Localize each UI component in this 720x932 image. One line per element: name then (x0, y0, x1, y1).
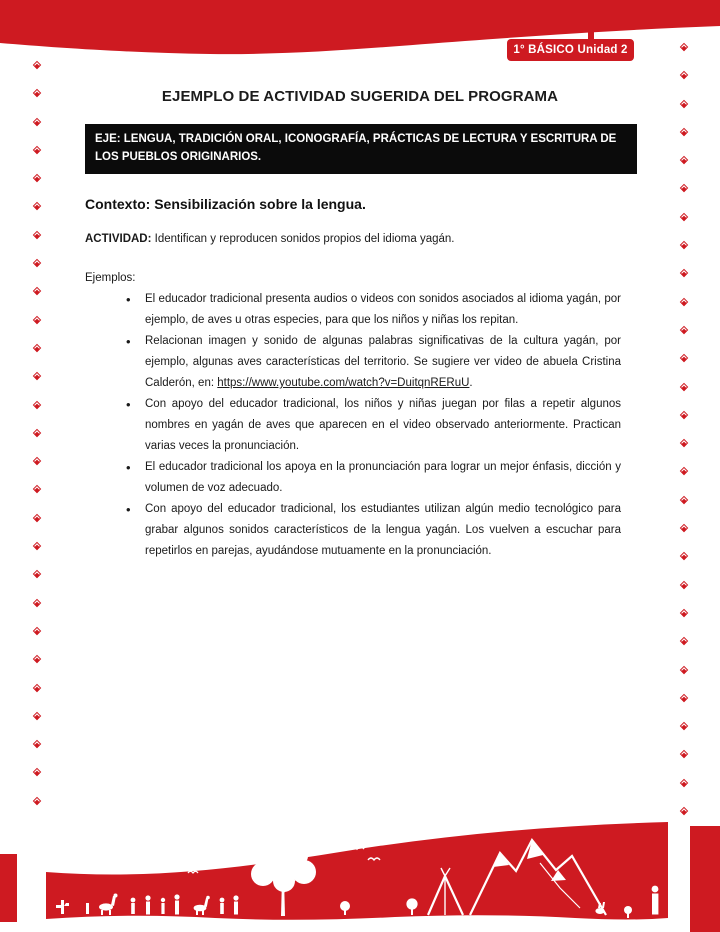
example-bullet: • El educador tradicional presenta audios o videos con sonidos asociados al idioma yagán, por ejemplo, de aves u otras especies, para que los niños y niñas los repitan. (124, 289, 621, 331)
diamond-ornament-icon (680, 609, 688, 617)
example-bullet: • El educador tradicional los apoya en la pronunciación para lograr un mejor énfasis, dicción y volumen de voz adecuado. (124, 457, 621, 499)
diamond-ornament-icon (33, 315, 41, 323)
diamond-ornament-icon (680, 382, 688, 390)
activity-label: ACTIVIDAD: (85, 233, 152, 245)
footer-left-bar (0, 854, 17, 922)
diamond-ornament-icon (680, 213, 688, 221)
footer-landscape-art (0, 818, 720, 932)
footer-right-bar (690, 826, 720, 932)
diamond-ornament-icon (680, 156, 688, 164)
examples-bullet-list (124, 289, 621, 562)
diamond-ornament-icon (680, 694, 688, 702)
diamond-ornament-icon (680, 496, 688, 504)
diamond-ornament-icon (33, 457, 41, 465)
page-title: EJEMPLO DE ACTIVIDAD SUGERIDA DEL PROGRAMA (161, 88, 559, 105)
diamond-ornament-icon (33, 768, 41, 776)
diamond-ornament-icon (33, 627, 41, 635)
diamond-ornament-icon (680, 297, 688, 305)
diamond-ornament-icon (680, 71, 688, 79)
diamond-ornament-icon (680, 439, 688, 447)
diamond-ornament-icon (33, 174, 41, 182)
diamond-ornament-icon (680, 778, 688, 786)
diamond-ornament-icon (33, 287, 41, 295)
diamond-ornament-icon (680, 750, 688, 758)
right-diamond-ornaments (678, 44, 690, 836)
examples-label: Ejemplos: (85, 272, 136, 284)
diamond-ornament-icon (680, 411, 688, 419)
unit-badge: 1° BÁSICO Unidad 2 (507, 39, 634, 61)
diamond-ornament-icon (33, 655, 41, 663)
example-bullet: • Con apoyo del educador tradicional, los estudiantes utilizan algún medio tecnológico para grabar algunos sonidos característicos de la lengua yagán. Los vuelven a escuchar para repetirlos en parejas, ayudándose mutuamente en la pronunciación. (124, 499, 621, 562)
diamond-ornament-icon (680, 354, 688, 362)
diamond-ornament-icon (680, 467, 688, 475)
diamond-ornament-icon (33, 429, 41, 437)
diamond-ornament-icon (33, 89, 41, 97)
diamond-ornament-icon (33, 514, 41, 522)
diamond-ornament-icon (33, 61, 41, 69)
activity-text: Identifican y reproducen sonidos propios del idioma yagán. (151, 233, 455, 245)
diamond-ornament-icon (33, 259, 41, 267)
diamond-ornament-icon (680, 722, 688, 730)
diamond-ornament-icon (33, 485, 41, 493)
diamond-ornament-icon (680, 637, 688, 645)
diamond-ornament-icon (680, 807, 688, 815)
diamond-ornament-icon (33, 231, 41, 239)
diamond-ornament-icon (33, 796, 41, 804)
example-bullet: • Con apoyo del educador tradicional, los niños y niñas juegan por filas a repetir algunos nombres en yagán de aves que aparecen en el video observado anteriormente. Practican varias veces la pronunciación. (124, 394, 621, 457)
diamond-ornament-icon (33, 400, 41, 408)
context-heading: Contexto: Sensibilización sobre la lengua. (85, 196, 366, 212)
diamond-ornament-icon (680, 99, 688, 107)
diamond-ornament-icon (680, 552, 688, 560)
diamond-ornament-icon (33, 598, 41, 606)
diamond-ornament-icon (33, 344, 41, 352)
diamond-ornament-icon (33, 117, 41, 125)
diamond-ornament-icon (680, 665, 688, 673)
diamond-ornament-icon (33, 683, 41, 691)
diamond-ornament-icon (680, 524, 688, 532)
diamond-ornament-icon (33, 712, 41, 720)
diamond-ornament-icon (680, 184, 688, 192)
eje-banner: EJE: LENGUA, TRADICIÓN ORAL, ICONOGRAFÍA, PRÁCTICAS DE LECTURA Y ESCRITURA DE LOS PUEBLOS ORIGINARIOS. (85, 124, 637, 174)
diamond-ornament-icon (680, 580, 688, 588)
activity-line (85, 233, 625, 245)
diamond-ornament-icon (33, 202, 41, 210)
diamond-ornament-icon (680, 128, 688, 136)
diamond-ornament-icon (33, 372, 41, 380)
diamond-ornament-icon (680, 269, 688, 277)
diamond-ornament-icon (680, 326, 688, 334)
diamond-ornament-icon (33, 740, 41, 748)
diamond-ornament-icon (33, 542, 41, 550)
diamond-ornament-icon (680, 43, 688, 51)
left-diamond-ornaments (31, 62, 43, 826)
diamond-ornament-icon (33, 146, 41, 154)
diamond-ornament-icon (680, 241, 688, 249)
example-bullet: • Relacionan imagen y sonido de algunas palabras significativas de la cultura yagán, por ejemplo, algunas aves características del territorio. Se sugiere ver video de abuela Cristina Calderón, en: https://www.youtube.com/watch?v=DuitqnRERuU. (124, 331, 621, 394)
diamond-ornament-icon (33, 570, 41, 578)
youtube-link[interactable]: https://www.youtube.com/watch?v=DuitqnRERuU (217, 377, 470, 389)
